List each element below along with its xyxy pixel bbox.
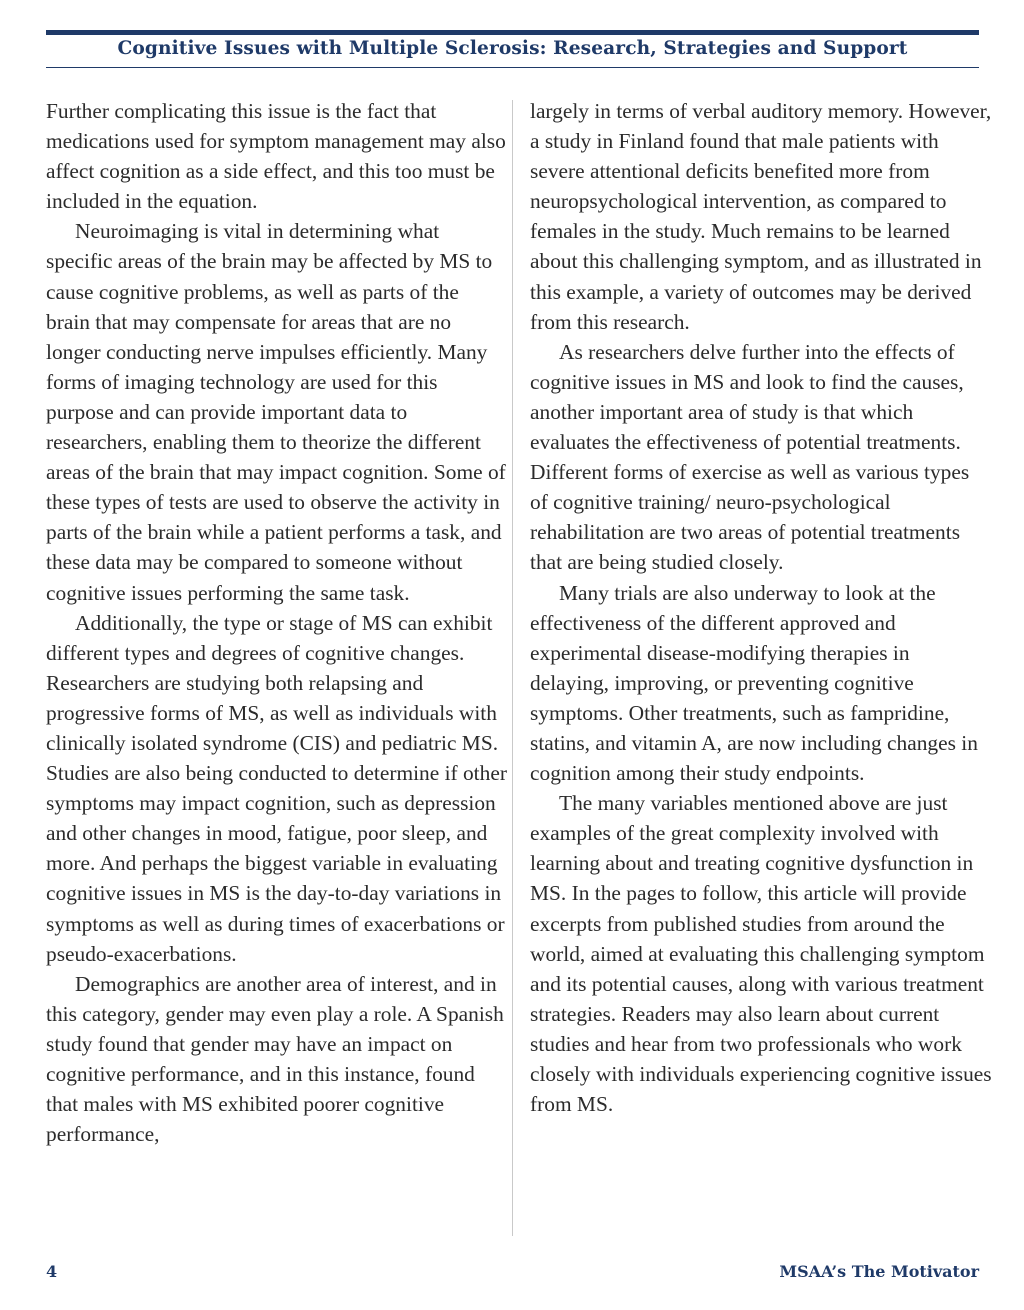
body-paragraph: Further complicating this issue is the fact that medications used for symptom management may also affect cognition as a side effect, and this too must be included in the equation.	[46, 99, 506, 214]
page-number: 4	[46, 1262, 58, 1281]
header-top-rule	[46, 30, 979, 35]
right-column	[530, 96, 992, 1119]
body-paragraph: Neuroimaging is vital in determining what specific areas of the brain may be affected by MS to cause cognitive problems, as well as parts of the brain that may compensate for areas that are no longer conducting nerve impulses efficiently. Many forms of imaging technology are used for this purpose and can provide important data to researchers, enabling them to theorize the different areas of the brain that may impact cognition. Some of these types of tests are used to observe the activity in parts of the brain while a patient performs a task, and these data may be compared to someone without cognitive issues performing the same task.	[46, 219, 506, 605]
body-paragraph: largely in terms of verbal auditory memory. However, a study in Finland found that male patients with severe attentional deficits benefited more from neuropsychological intervention, as compared to females in the study. Much remains to be learned about this challenging symptom, and as illustrated in this example, a variety of outcomes may be derived from this research.	[530, 99, 992, 334]
running-header-title: Cognitive Issues with Multiple Sclerosis: Research, Strategies and Support	[117, 38, 908, 59]
column-divider	[512, 100, 513, 1236]
body-paragraph: Demographics are another area of interest, and in this category, gender may even play a role. A Spanish study found that gender may have an impact on cognitive performance, and in this instance, found that males with MS exhibited poorer cognitive performance,	[46, 971, 504, 1147]
body-paragraph: As researchers delve further into the effects of cognitive issues in MS and look to find the causes, another important area of study is that which evaluates the effectiveness of potential treatments. Different forms of exercise as well as various types of cognitive training/ neuro-psychological rehabilitation are two areas of potential treatments that are being studied closely.	[530, 339, 970, 575]
body-paragraph: Additionally, the type or stage of MS can exhibit different types and degrees of cognitive changes. Researchers are studying both relapsing and progressive forms of MS, as well as individuals with clinically isolated syndrome (CIS) and pediatric MS. Studies are also being conducted to determine if other symptoms may impact cognition, such as depression and other changes in mood, fatigue, poor sleep, and more. And perhaps the biggest variable in evaluating cognitive issues in MS is the day-to-day variations in symptoms as well as during times of exacerbations or pseudo-exacerbations.	[46, 610, 507, 966]
body-paragraph: The many variables mentioned above are just examples of the great complexity involved with learning about and treating cognitive dysfunction in MS. In the pages to follow, this article will provide excerpts from published studies from around the world, aimed at evaluating this challenging symptom and its potential causes, along with various treatment strategies. Readers may also learn about current studies and hear from two professionals who work closely with individuals experiencing cognitive issues from MS.	[530, 791, 992, 1117]
body-paragraph: Many trials are also underway to look at the effectiveness of the different approved and experimental disease-modifying therapies in delaying, improving, or preventing cognitive symptoms. Other treatments, such as fampridine, statins, and vitamin A, are now including changes in cognition among their study endpoints.	[530, 580, 978, 786]
header-bottom-rule	[46, 67, 979, 68]
left-column	[46, 96, 508, 1149]
publication-name: MSAA’s The Motivator	[779, 1262, 979, 1281]
